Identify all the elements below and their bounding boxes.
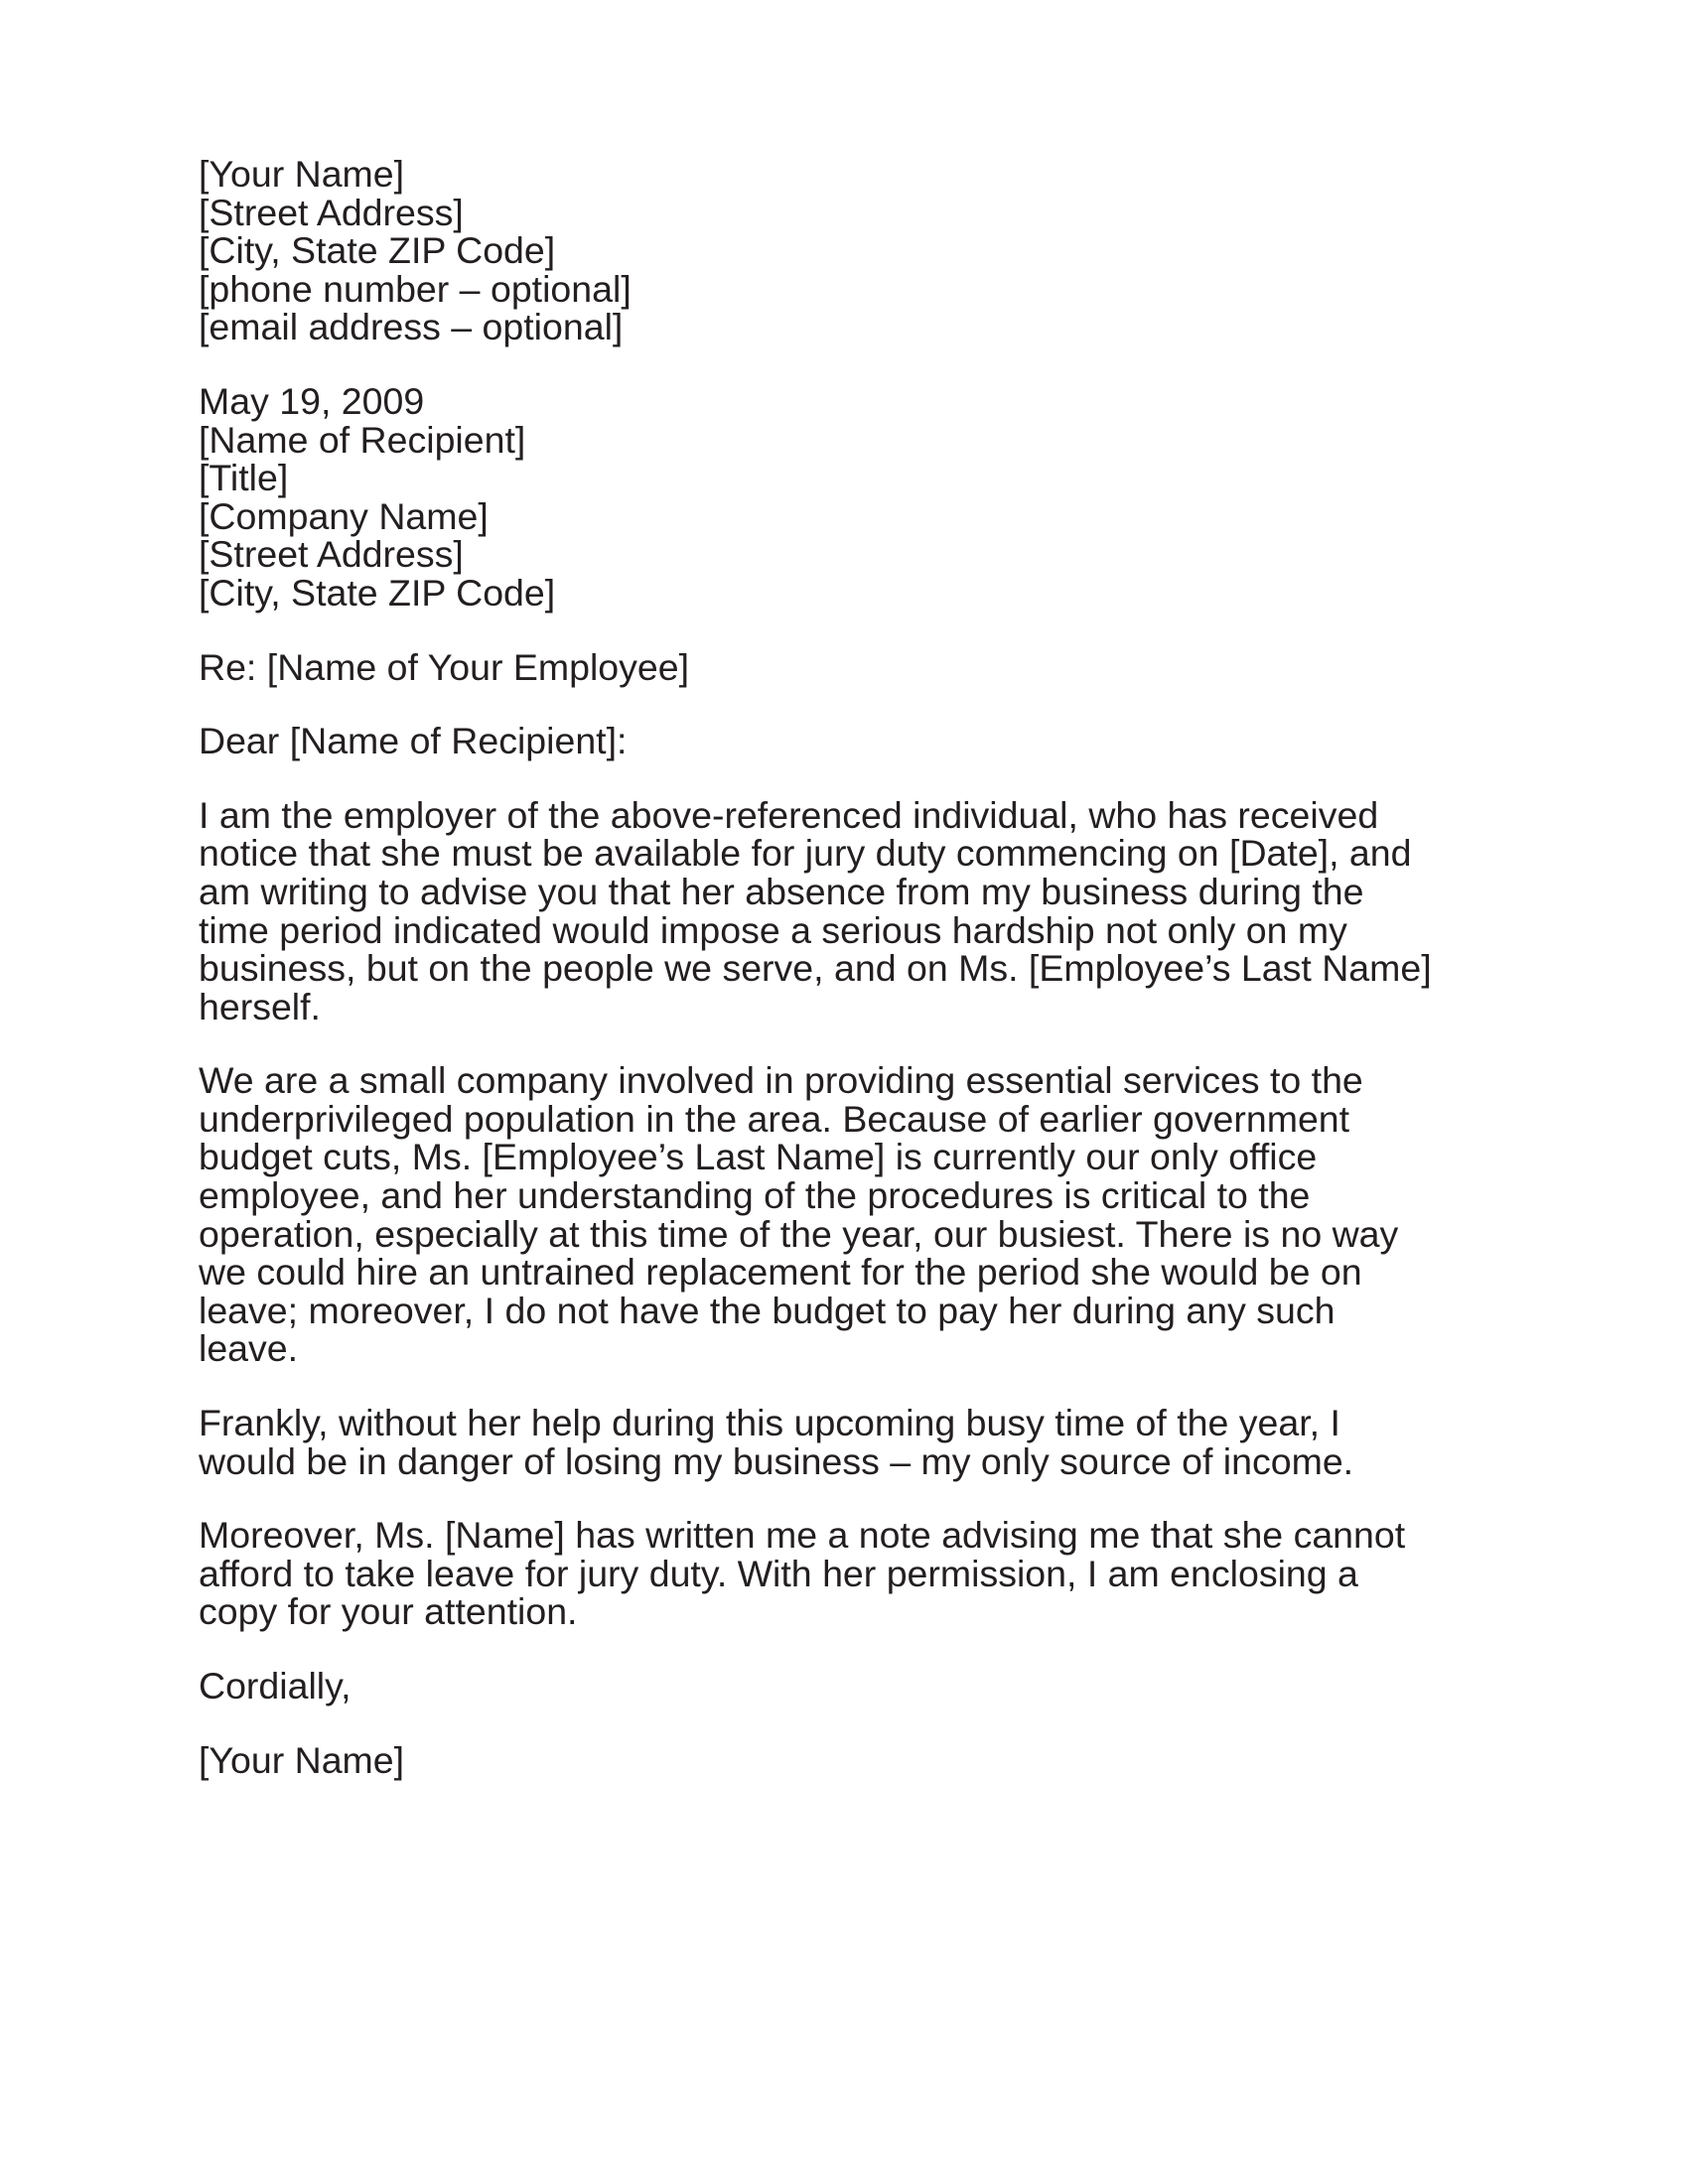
recipient-name: [Name of Recipient] [199, 418, 526, 461]
closing-text: Cordially, [199, 1665, 352, 1706]
sender-email: [email address – optional] [199, 306, 624, 348]
sender-name: [Your Name] [199, 153, 405, 195]
sender-city-state-zip: [City, State ZIP Code] [199, 229, 556, 272]
recipient-company: [Company Name] [199, 494, 489, 537]
paragraph-4 [199, 1516, 1509, 1631]
letter-body [199, 155, 1509, 1815]
paragraph-line: copy for your attention. [199, 1590, 578, 1633]
paragraph-line: would be in danger of losing my business – my only source of income. [199, 1439, 1354, 1482]
paragraph-line: herself. [199, 985, 321, 1027]
paragraph-line: budget cuts, Ms. [Employee’s Last Name] is currently our only office [199, 1136, 1318, 1178]
paragraph-line: time period indicated would impose a serious hardship not only on my [199, 908, 1347, 951]
paragraph-line: employee, and her understanding of the procedures is critical to the [199, 1174, 1311, 1217]
recipient-city-state-zip: [City, State ZIP Code] [199, 571, 556, 614]
closing [199, 1667, 1509, 1706]
paragraph-line: I am the employer of the above-referenced individual, who has received [199, 793, 1379, 836]
paragraph-line: operation, especially at this time of the year, our busiest. There is no way [199, 1212, 1399, 1255]
paragraph-line: Moreover, Ms. [Name] has written me a note advising me that she cannot [199, 1514, 1406, 1557]
paragraph-line: afford to take leave for jury duty. With her permission, I am enclosing a [199, 1552, 1358, 1594]
paragraph-2 [199, 1061, 1509, 1368]
paragraph-line: business, but on the people we serve, and on Ms. [Employee’s Last Name] [199, 947, 1432, 990]
salutation-text: Dear [Name of Recipient]: [199, 720, 628, 762]
subject-line [199, 645, 1509, 688]
signature-name: [Your Name] [199, 1738, 405, 1781]
paragraph-line: we could hire an untrained replacement for the period she would be on [199, 1251, 1362, 1294]
paragraph-3 [199, 1404, 1509, 1480]
paragraph-line: underprivileged population in the area. Because of earlier government [199, 1097, 1350, 1140]
salutation [199, 722, 1509, 760]
paragraph-line: We are a small company involved in providing essential services to the [199, 1059, 1363, 1102]
paragraph-line: leave. [199, 1327, 299, 1370]
recipient-address-block [199, 379, 1509, 614]
paragraph-line: notice that she must be available for jury duty commencing on [Date], and [199, 832, 1412, 875]
sender-phone: [phone number – optional] [199, 267, 632, 310]
paragraph-line: leave; moreover, I do not have the budget to pay her during any such [199, 1289, 1336, 1331]
subject-text: Re: [Name of Your Employee] [199, 645, 690, 688]
recipient-street: [Street Address] [199, 533, 464, 576]
sender-street: [Street Address] [199, 191, 464, 233]
paragraph-line: am writing to advise you that her absence from my business during the [199, 870, 1364, 912]
sender-address-block [199, 155, 1509, 346]
signature-block [199, 1738, 1509, 1781]
paragraph-1 [199, 793, 1509, 1027]
letter-date: May 19, 2009 [199, 379, 425, 422]
paragraph-line: Frankly, without her help during this upcoming busy time of the year, I [199, 1402, 1340, 1444]
recipient-title: [Title] [199, 457, 289, 499]
